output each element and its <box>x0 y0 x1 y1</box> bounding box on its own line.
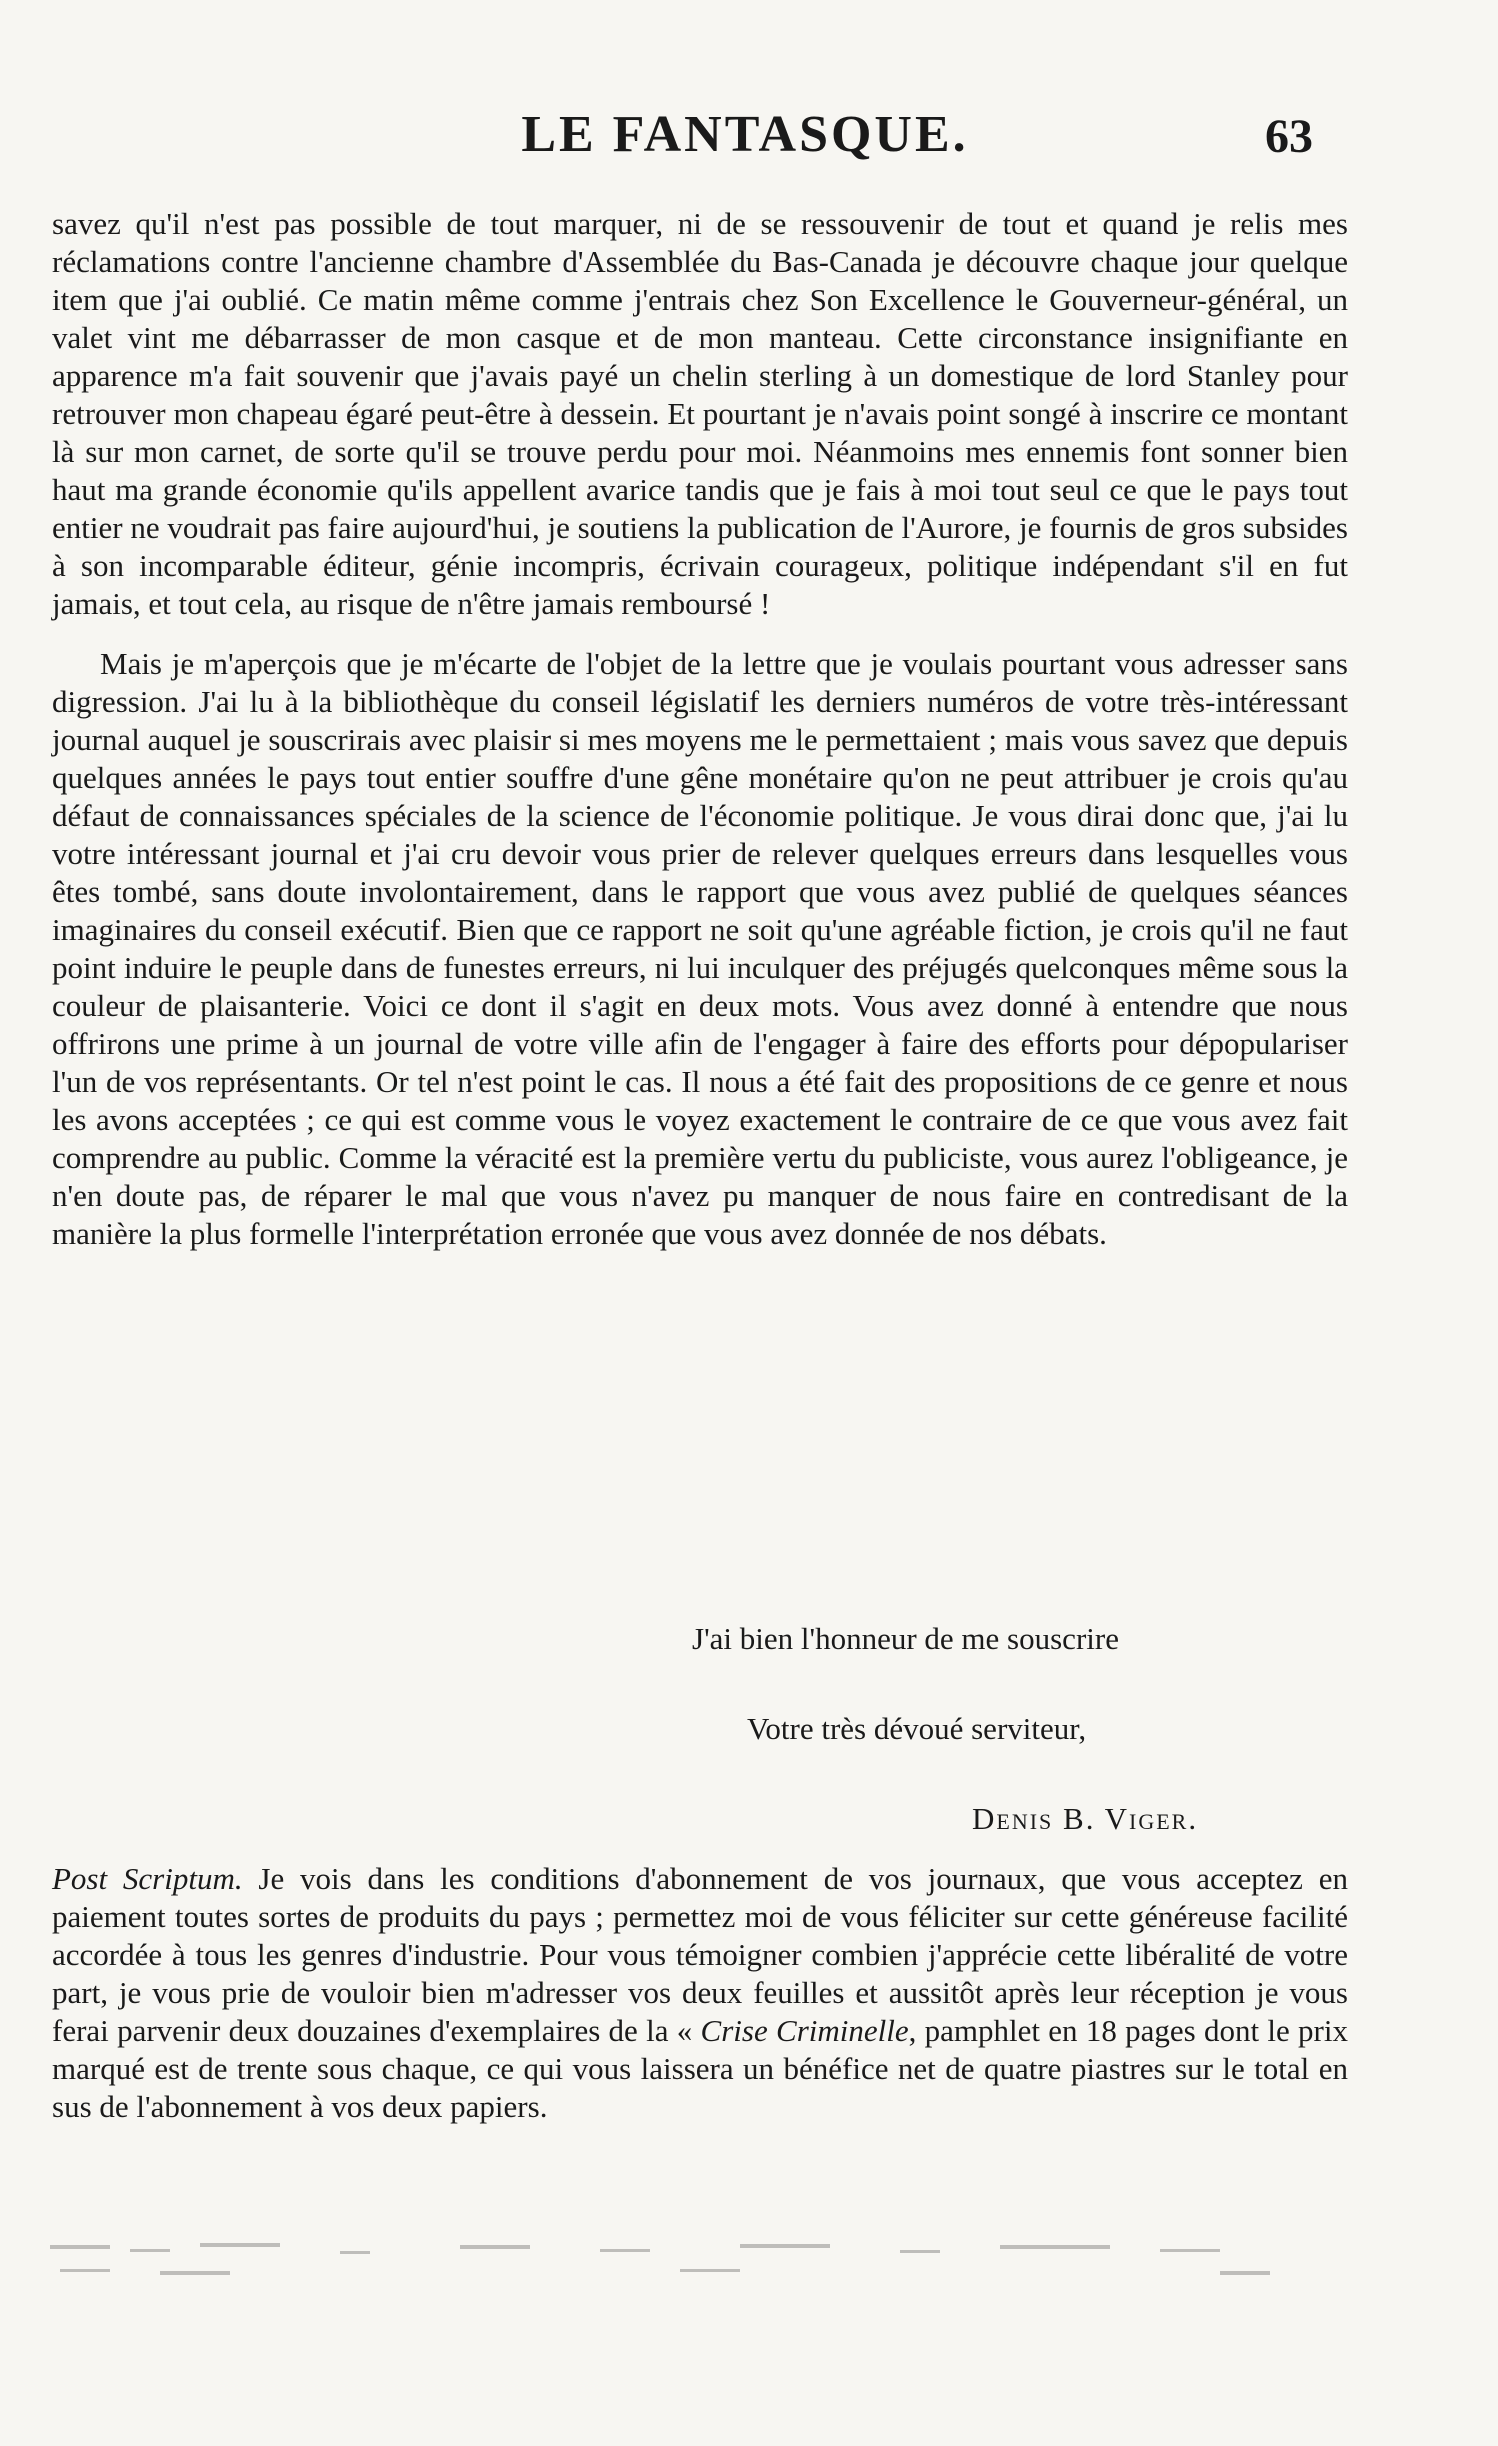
postscript-label: Post Scriptum. <box>52 1861 243 1896</box>
signature: Denis B. Viger. <box>972 1801 1199 1836</box>
article-body <box>52 205 1348 2124</box>
paragraph-1: savez qu'il n'est pas possible de tout marquer, ni de se ressouvenir de tout et quand je relis mes réclamations contre l'ancienne chambre d'Assemblée du Bas-Canada je découvre chaque jour quelque item que j'ai oublié. Ce matin même comme j'entrais chez Son Excellence le Gouverneur-général, un valet vint me débarrasser de mon casque et de mon manteau. Cette circonstance insignifiante en apparence m'a fait souvenir que j'avais payé un chelin sterling à un domestique de lord Stanley pour retrouver mon chapeau égaré peut-être à dessein. Et pourtant je n'avais point songé à inscrire ce montant là sur mon carnet, de sorte qu'il se trouve perdu pour moi. Néanmoins mes ennemis font sonner bien haut ma grande économie qu'ils appellent avarice tandis que je fais à moi tout seul ce que le pays tout entier ne voudrait pas faire aujourd'hui, je soutiens la publication de l'Aurore, je fournis de gros subsides à son incomparable éditeur, génie incompris, écrivain courageux, politique indépendant s'il en fut jamais, et tout cela, au risque de n'être jamais remboursé ! <box>52 206 1348 621</box>
postscript-text: Je vois dans les conditions d'abonnement de vos journaux, que vous acceptez en paiement toutes sortes de produits du pays ; permettez moi de vous féliciter sur cette généreuse facilité accordée à tous les genres d'industrie. Pour vous témoigner combien j'apprécie cette libéralité de votre part, je vous prie de vouloir bien m'adresser vos deux feuilles et aussitôt après leur réception je vous ferai parvenir deux douzaines d'exemplaires de la « <box>52 1861 1348 2048</box>
closing-formula: J'ai bien l'honneur de me souscrire <box>692 1621 1119 1656</box>
pamphlet-title: Crise Criminelle <box>700 2013 909 2048</box>
bleed-through-noise <box>40 2235 1340 2285</box>
page-header <box>0 105 1498 175</box>
page-number: 63 <box>1265 110 1313 163</box>
closing-servant: Votre très dévoué serviteur, <box>747 1711 1087 1746</box>
postscript-text-end: , pamphlet en 18 pages dont le prix marqué est de trente sous chaque, ce qui vous laissera un bénéfice net de quatre piastres sur le total en sus de l'abonnement à vos deux papiers. <box>52 2013 1348 2124</box>
postscript <box>52 1860 1348 2126</box>
paragraph-2: Mais je m'aperçois que je m'écarte de l'objet de la lettre que je voulais pourtant vous adresser sans digression. J'ai lu à la bibliothèque du conseil législatif les derniers numéros de votre très-intéressant journal auquel je souscrirais avec plaisir si mes moyens me le permettaient ; mais vous savez que depuis quelques années le pays tout entier souffre d'une gêne monétaire qu'on ne peut attribuer je crois qu'au défaut de connaissances spéciales de la science de l'économie politique. Je vous dirai donc que, j'ai lu votre intéressant journal et j'ai cru devoir vous prier de relever quelques erreurs dans lesquelles vous êtes tombé, sans doute involontairement, dans le rapport que vous avez publié de quelques séances imaginaires du conseil exécutif. Bien que ce rapport ne soit qu'une agréable fiction, je crois qu'il ne faut point induire le peuple dans de funestes erreurs, ni lui inculquer des préjugés quelconques même sous la couleur de plaisanterie. Voici ce dont il s'agit en deux mots. Vous avez donné à entendre que nous offrirons une prime à un journal de votre ville afin de l'engager à faire des efforts pour dépopulariser l'un de vos représentants. Or tel n'est point le cas. Il nous a été fait des propositions de ce genre et nous les avons acceptées ; ce qui est comme vous le voyez exactement le contraire de ce que vous avez fait comprendre au public. Comme la véracité est la première vertu du publiciste, vous aurez l'obligeance, je n'en doute pas, de réparer le mal que vous n'avez pu manquer de nous faire en contredisant de la manière la plus formelle l'interprétation erronée que vous avez donnée de nos débats. <box>52 646 1348 1251</box>
journal-title: LE FANTASQUE. <box>521 106 969 163</box>
